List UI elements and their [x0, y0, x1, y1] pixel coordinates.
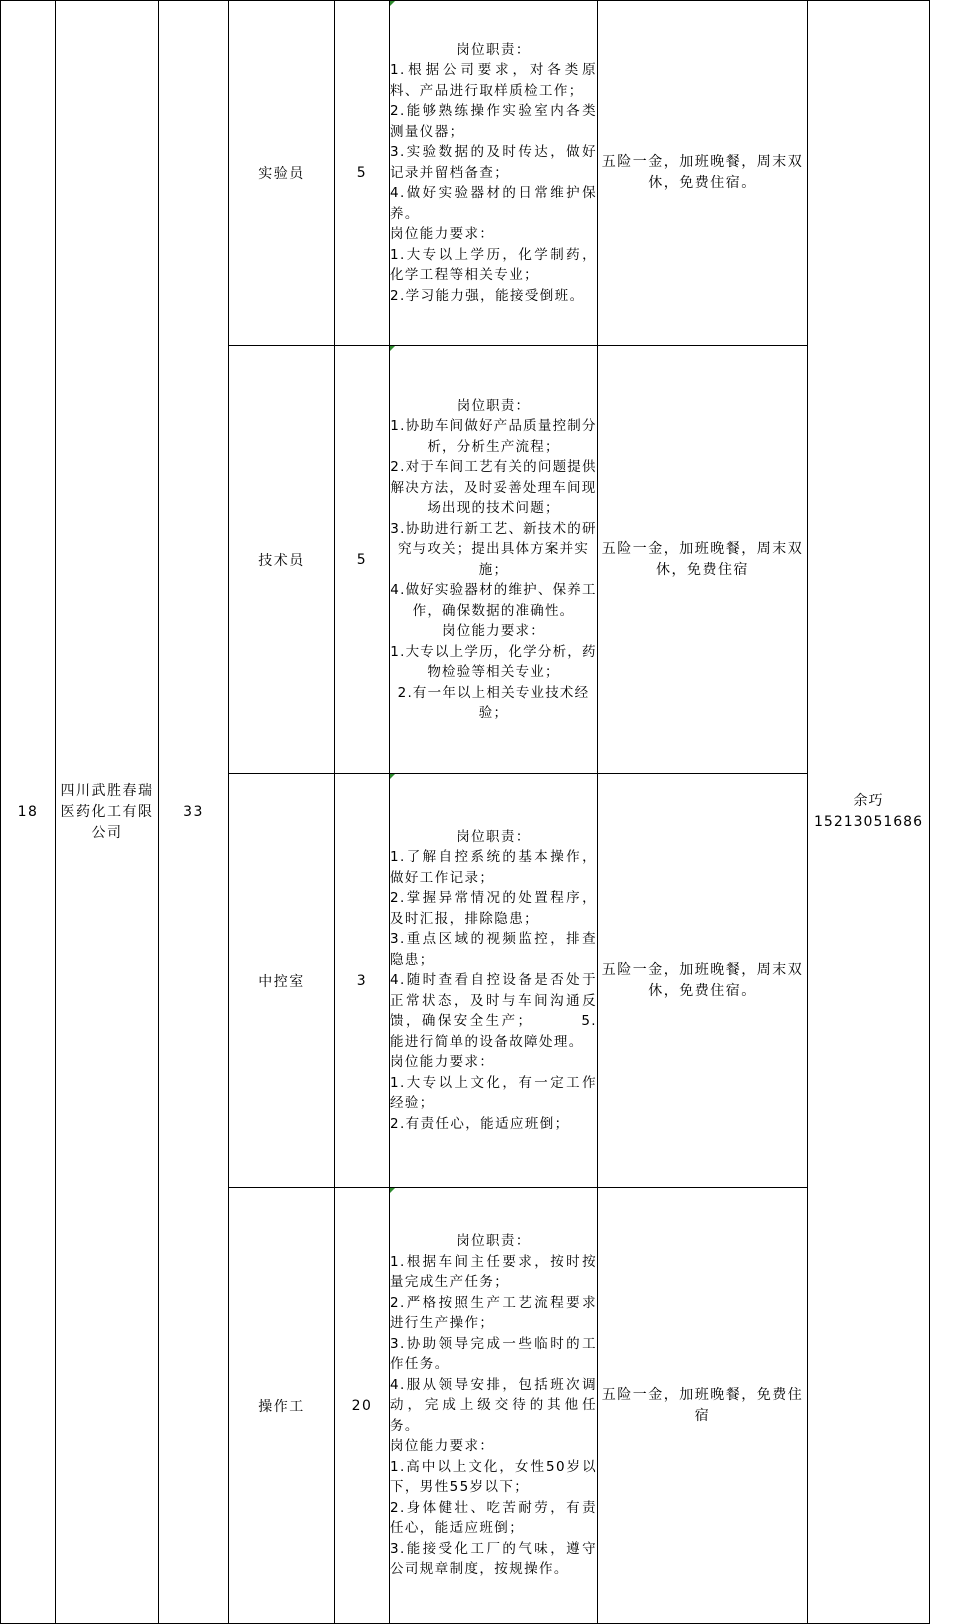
- position-count-cell: [335, 1, 390, 346]
- contact-cell: [808, 1, 930, 1624]
- duties-cell: [390, 346, 598, 774]
- duty-line: 2.对于车间工艺有关的问题提供解决方法，及时妥善处理车间现场出现的技术问题；: [390, 459, 597, 516]
- duty-line: 岗位职责：: [456, 828, 531, 845]
- duty-line: 2.能够熟练操作实验室内各类测量仪器；: [390, 103, 597, 140]
- duties-cell: [390, 1, 598, 346]
- position-title: 技术员: [258, 552, 305, 569]
- duty-line: 2.严格按照生产工艺流程要求进行生产操作；: [390, 1294, 597, 1332]
- position-title-cell: [229, 774, 335, 1188]
- duty-line: 2.学习能力强，能接受倒班。: [390, 287, 585, 304]
- row-number-cell: [1, 1, 56, 1624]
- duty-line: 4.做好实验器材的日常维护保养。: [390, 185, 597, 222]
- position-count-cell: [335, 1188, 390, 1624]
- duty-line: 1.大专以上学历，化学分析，药物检验等相关专业；: [390, 643, 597, 680]
- duty-line: 3.协助领导完成一些临时的工作任务。: [390, 1335, 597, 1373]
- duty-line: 岗位职责：: [456, 1233, 531, 1250]
- duty-line: 4.做好实验器材的维护、保养工作，确保数据的准确性。: [390, 582, 597, 619]
- contact-name: 余巧: [853, 793, 884, 809]
- duty-line: 3.重点区域的视频监控，排查隐患；: [390, 931, 597, 968]
- duty-line: 2.有责任心，能适应班倒；: [390, 1115, 570, 1132]
- duty-line: 1.大专以上文化，有一定工作经验；: [390, 1074, 597, 1112]
- position-count: 5: [356, 551, 368, 568]
- duties-cell: [390, 1188, 598, 1624]
- total-count: 33: [183, 804, 204, 820]
- company-cell: [56, 1, 159, 1624]
- duties-cell: [390, 774, 598, 1188]
- position-title-cell: [229, 1188, 335, 1624]
- benefits-cell: [598, 774, 808, 1188]
- duty-line: 2.有一年以上相关专业技术经验；: [397, 684, 590, 721]
- benefits-cell: [598, 1, 808, 346]
- contact-phone: 15213051686: [814, 814, 923, 830]
- position-title-cell: [229, 346, 335, 774]
- cell-comment-marker: [390, 346, 395, 351]
- duty-line: 4.服从领导安排，包括班次调动，完成上级交待的其他任务。: [390, 1376, 597, 1434]
- position-title: 实验员: [258, 166, 305, 182]
- duty-line: 岗位能力要求：: [390, 226, 495, 243]
- duty-line: 1.根据公司要求，对各类原料、产品进行取样质检工作；: [390, 62, 597, 99]
- position-title-cell: [229, 1, 335, 346]
- duty-line: 2.掌握异常情况的处置程序，及时汇报，排除隐患；: [390, 890, 597, 927]
- position-count-cell: [335, 346, 390, 774]
- duty-line: 岗位能力要求：: [442, 623, 545, 639]
- table-row: [1, 1, 930, 346]
- benefits-text: 五险一金，加班晚餐，免费住宿: [601, 1386, 804, 1424]
- position-count: 20: [351, 1397, 373, 1414]
- position-title: 中控室: [258, 973, 305, 990]
- duty-line: 岗位能力要求：: [390, 1054, 495, 1071]
- benefits-text: 五险一金，加班晚餐，周末双休，免费住宿。: [601, 154, 804, 191]
- company-name: 四川武胜春瑞医药化工有限公司: [60, 782, 154, 841]
- row-number: 18: [17, 804, 39, 820]
- cell-comment-marker: [390, 1188, 395, 1193]
- duty-line: 2.身体健壮、吃苦耐劳，有责任心，能适应班倒；: [390, 1499, 597, 1537]
- benefits-text: 五险一金，加班晚餐，周末双休，免费住宿。: [601, 961, 804, 999]
- duty-line: 岗位职责：: [456, 397, 531, 414]
- benefits-text: 五险一金，加班晚餐，周末双休，免费住宿: [601, 540, 804, 578]
- duty-line: 1.了解自控系统的基本操作，做好工作记录；: [390, 849, 597, 886]
- duty-line: 3.能接受化工厂的气味，遵守公司规章制度，按规操作。: [390, 1540, 597, 1578]
- benefits-cell: [598, 1188, 808, 1624]
- duty-line: 3.协助进行新工艺、新技术的研究与攻关；提出具体方案并实施；: [390, 520, 597, 578]
- duty-line: 3.实验数据的及时传达，做好记录并留档备查；: [390, 144, 597, 181]
- total-count-cell: [159, 1, 229, 1624]
- cell-comment-marker: [390, 774, 395, 779]
- duty-line: 1.协助车间做好产品质量控制分析，分析生产流程；: [390, 418, 597, 455]
- position-title: 操作工: [258, 1398, 305, 1415]
- benefits-cell: [598, 346, 808, 774]
- duty-line: 4.随时查看自控设备是否处于正常状态，及时与车间沟通反馈，确保安全生产； 5.能进行简单的设备故障处理。: [390, 972, 597, 1050]
- duty-line: 1.根据车间主任要求，按时按量完成生产任务；: [390, 1253, 597, 1291]
- duty-line: 岗位能力要求：: [390, 1438, 495, 1455]
- duty-line: 岗位职责：: [456, 41, 531, 58]
- cell-comment-marker: [390, 1, 395, 6]
- duty-line: 1.高中以上文化，女性50岁以下，男性55岁以下；: [390, 1458, 597, 1496]
- position-count: 5: [356, 165, 368, 181]
- duty-line: 1.大专以上学历，化学制药，化学工程等相关专业；: [390, 246, 597, 284]
- position-count: 3: [356, 972, 368, 989]
- position-count-cell: [335, 774, 390, 1188]
